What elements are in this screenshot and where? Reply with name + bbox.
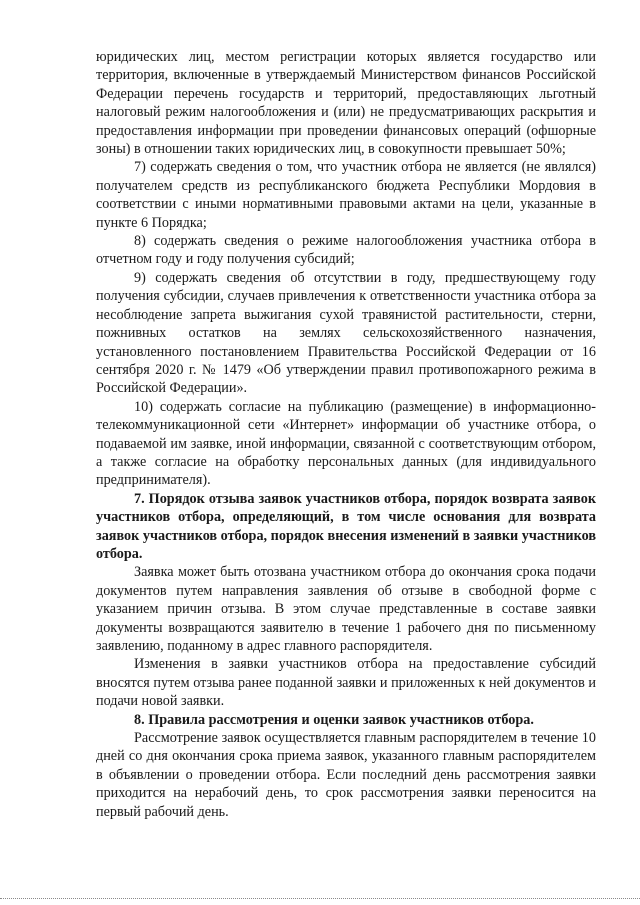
paragraph-amendments: Изменения в заявки участников отбора на предоставление субсидий вносятся путем отзыва ранее поданной заявки и приложенных к ней документов и подачи новой заявки. (96, 656, 596, 710)
paragraph-item-9: 9) содержать сведения об отсутствии в году, предшествующему году получения субсидии, случаев привлечения к ответственности участника отбора за несоблюдение запрета выжигания сухой травянистой растительности, стерни, пожнивных остатков на землях сельскохозяйственного назначения, установленного постановлением Правительства Российской Федерации от 16 сентября 2020 г. № 1479 «Об утверждении правил противопожарного режима в Российской Федерации». (96, 269, 596, 397)
section-7-heading: 7. Порядок отзыва заявок участников отбора, порядок возврата заявок участников отбора, определяющий, в том числе основания для возврата заявок участников отбора, порядок внесения изменений в заявки участников отбора. (96, 490, 596, 562)
paragraph-withdrawal: Заявка может быть отозвана участником отбора до окончания срока подачи документов путем направления заявления об отзыве в свободной форме с указанием причин отзыва. В этом случае представленные в составе заявки документы возвращаются заявителю в течение 1 рабочего дня по письменному заявлению, поданному в адрес главного распорядителя. (96, 564, 596, 654)
paragraph-item-7: 7) содержать сведения о том, что участник отбора не является (не являлся) получателем средств из республиканского бюджета Республики Мордовия в соответствии с иными нормативными правовыми актами на цели, указанные в пункте 6 Порядка; (96, 159, 596, 231)
scan-bottom-edge (0, 898, 640, 899)
paragraph-item-10: 10) содержать согласие на публикацию (размещение) в информационно-телекоммуникационной сети «Интернет» информации об участнике отбора, о подаваемой им заявке, иной информации, связанной с соответствующим отбором, а также согласие на обработку персональных данных (для индивидуального предпринимателя). (96, 398, 596, 489)
section-8-heading: 8. Правила рассмотрения и оценки заявок участников отбора. (134, 711, 534, 728)
paragraph-review-period: Рассмотрение заявок осуществляется главным распорядителем в течение 10 дней со дня окончания срока приема заявок, указанного главным распорядителем в объявлении о проведении отбора. Если последний день рассмотрения заявки приходится на нерабочий день, то срок рассмотрения заявки переносится на первый рабочий день. (96, 730, 596, 820)
document-body (96, 48, 596, 821)
paragraph-offshore-continuation: юридических лиц, местом регистрации которых является государство или территория, включенные в утверждаемый Министерством финансов Российской Федерации перечень государств и территорий, предоставляющих льготный налоговый режим налогообложения и (или) не предусматривающих раскрытия и предоставления информации при проведении финансовых операций (офшорные зоны) в отношении таких юридических лиц, в совокупности превышает 50%; (96, 49, 596, 158)
paragraph-item-8: 8) содержать сведения о режиме налогообложения участника отбора в отчетном году и году получения субсидий; (96, 233, 596, 268)
